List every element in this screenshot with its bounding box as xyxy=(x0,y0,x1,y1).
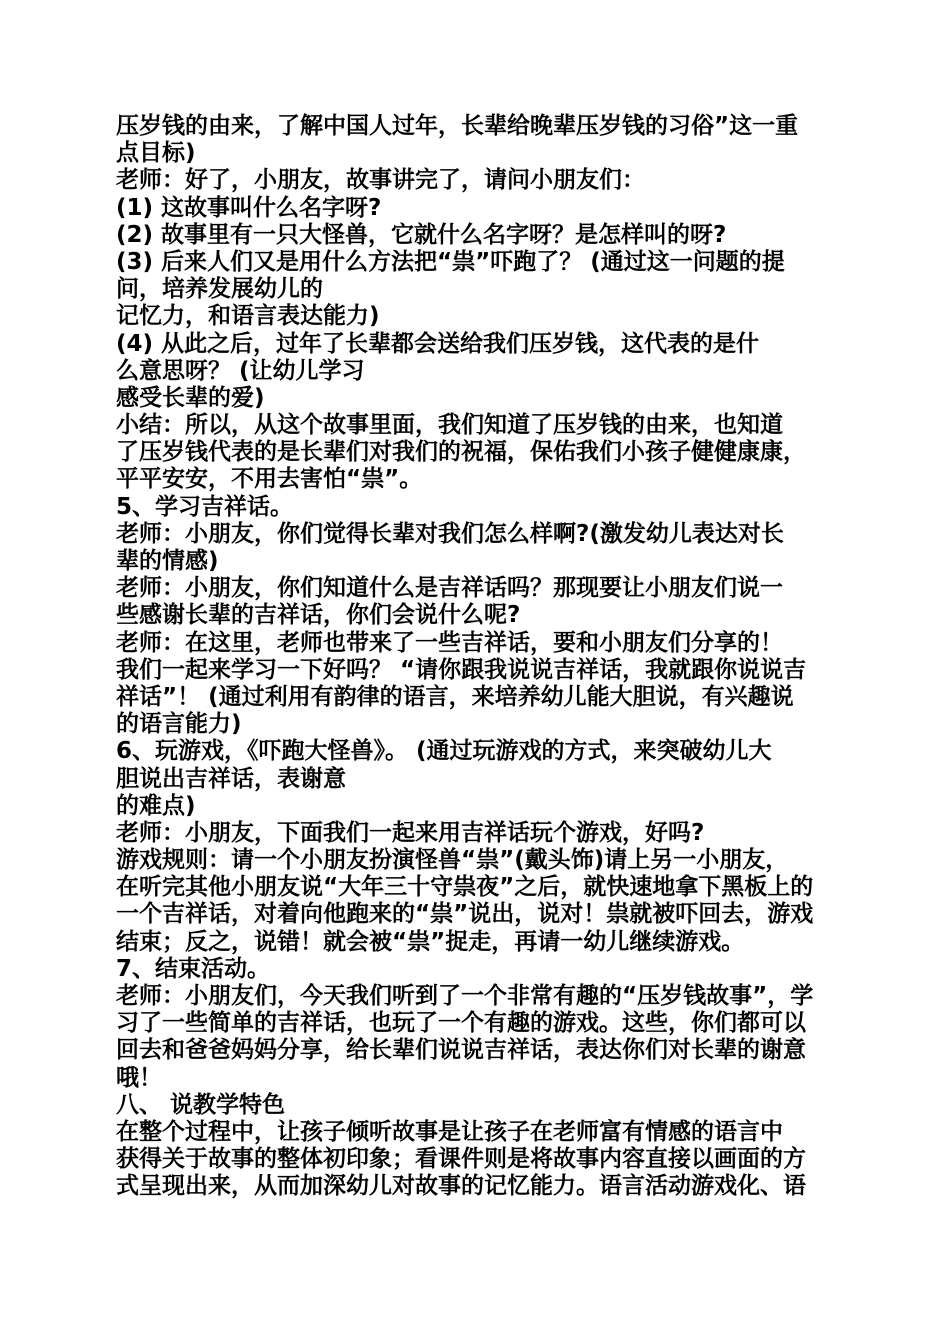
text-line: 结束；反之，说错！就会被“祟”捉走，再请一幼儿继续游戏。 xyxy=(116,928,745,955)
text-line: 问，培养发展幼儿的 xyxy=(116,276,323,303)
text-line: (4) 从此之后，过年了长辈都会送给我们压岁钱，这代表的是什 xyxy=(116,330,760,357)
text-line: 游戏规则：请一个小朋友扮演怪兽“祟”(戴头饰)请上另一小朋友， xyxy=(116,847,789,874)
text-line: 式呈现出来，从而加深幼儿对故事的记忆能力。语言活动游戏化、语 xyxy=(116,1173,806,1200)
text-line: 我们一起来学习一下好吗？ “请你跟我说说吉祥话，我就跟你说说吉 xyxy=(116,656,807,683)
text-line: 在整个过程中，让孩子倾听故事是让孩子在老师富有情感的语言中 xyxy=(116,1118,783,1145)
text-line: 压岁钱的由来，了解中国人过年，长辈给晚辈压岁钱的习俗”这一重 xyxy=(116,113,799,139)
text-line: 了压岁钱代表的是长辈们对我们的祝福，保佑我们小孩子健健康康， xyxy=(116,439,806,466)
text-line: 老师：小朋友，下面我们一起来用吉祥话玩个游戏，好吗? xyxy=(116,819,705,846)
text-line: 老师：在这里，老师也带来了一些吉祥话，要和小朋友们分享的！ xyxy=(116,629,783,656)
document-body xyxy=(116,113,836,1201)
text-line: 7、结束活动。 xyxy=(116,955,271,982)
text-line: 小结：所以，从这个故事里面，我们知道了压岁钱的由来，也知道 xyxy=(116,412,783,439)
text-line: 老师：小朋友，你们知道什么是吉祥话吗？那现要让小朋友们说一 xyxy=(116,575,783,602)
text-line: 的语言能力) xyxy=(116,711,242,738)
text-line: 习了一些简单的吉祥话，也玩了一个有趣的游戏。这些，你们都可以 xyxy=(116,1010,806,1037)
text-line: 5、学习吉祥话。 xyxy=(116,493,294,520)
text-line: 胆说出吉祥话，表谢意 xyxy=(116,765,346,792)
text-line: 获得关于故事的整体初印象；看课件则是将故事内容直接以画面的方 xyxy=(116,1146,806,1173)
text-line: 感受长辈的爱) xyxy=(116,384,265,411)
text-line: 6、玩游戏，《吓跑大怪兽》。 (通过玩游戏的方式，来突破幼儿大 xyxy=(116,738,772,765)
text-line: 点目标) xyxy=(116,140,196,167)
text-line: 一个吉祥话，对着向他跑来的“祟”说出，说对！祟就被吓回去，游戏 xyxy=(116,901,814,928)
text-line: 在听完其他小朋友说“大年三十守祟夜”之后，就快速地拿下黑板上的 xyxy=(116,874,814,901)
text-line: 老师：小朋友，你们觉得长辈对我们怎么样啊?(激发幼儿表达对长 xyxy=(116,520,784,547)
text-line: 辈的情感) xyxy=(116,548,219,574)
text-line: 的难点) xyxy=(116,792,196,819)
text-line: 记忆力，和语言表达能力) xyxy=(116,303,380,330)
section-heading: 八、 说教学特色 xyxy=(116,1091,286,1118)
text-line: 么意思呀？ (让幼儿学习 xyxy=(116,357,365,384)
text-line: (1) 这故事叫什么名字呀? xyxy=(116,194,382,221)
text-line: 些感谢长辈的吉祥话，你们会说什么呢? xyxy=(116,602,521,629)
text-line: 老师：好了，小朋友，故事讲完了，请问小朋友们： xyxy=(116,167,645,194)
text-line: (2) 故事里有一只大怪兽，它就什么名字呀？是怎样叫的呀? xyxy=(116,221,727,248)
text-line: 祥话”！ (通过利用有韵律的语言，来培养幼儿能大胆说，有兴趣说 xyxy=(116,683,794,710)
text-line: 回去和爸爸妈妈分享，给长辈们说说吉祥话，表达你们对长辈的谢意 xyxy=(116,1037,806,1064)
text-line: (3) 后来人们又是用什么方法把“祟”吓跑了？ (通过这一问题的提 xyxy=(116,248,785,275)
text-line: 哦！ xyxy=(116,1064,162,1091)
text-line: 老师：小朋友们，今天我们听到了一个非常有趣的“压岁钱故事”，学 xyxy=(116,983,814,1009)
text-line: 平平安安，不用去害怕“祟”。 xyxy=(116,466,423,493)
